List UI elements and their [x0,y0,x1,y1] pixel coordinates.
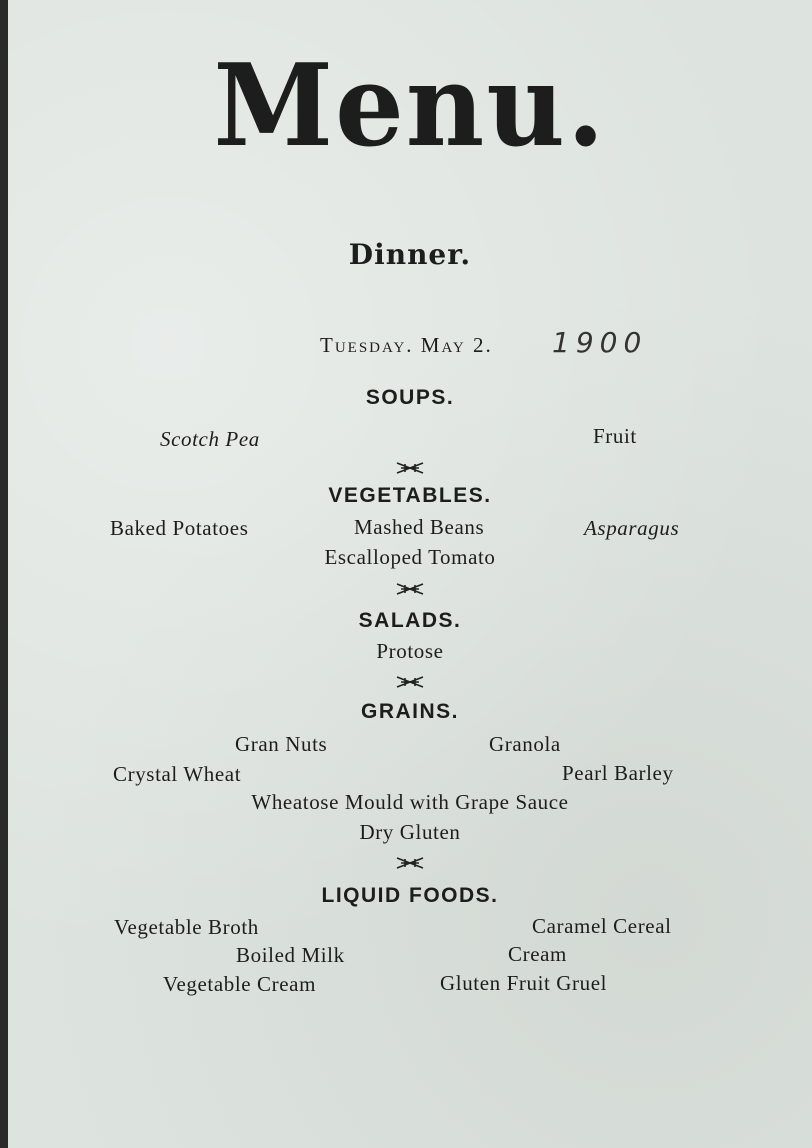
menu-card [8,0,812,1148]
menu-item: Scotch Pea [160,427,260,451]
menu-item: Mashed Beans [354,515,485,539]
menu-subtitle: Dinner. [348,238,472,271]
menu-item: Dry Gluten [359,820,461,844]
menu-item: Cream [508,942,567,966]
menu-item: Crystal Wheat [113,762,242,786]
menu-item: Fruit [593,424,637,448]
section-heading-grains: GRAINS. [360,700,459,723]
menu-item: Escalloped Tomato [324,545,496,569]
menu-item: Baked Potatoes [110,516,249,540]
menu-item: Pearl Barley [562,761,674,785]
ornament-divider-icon [8,581,812,602]
menu-item: Caramel Cereal [532,914,672,938]
menu-title: Menu. [213,39,607,173]
ornament-divider-icon [8,460,812,481]
menu-item: Protose [376,639,444,663]
menu-item: Wheatose Mould with Grape Sauce [251,790,569,814]
menu-item: Boiled Milk [236,943,345,967]
handwritten-year: 1900 [552,326,648,359]
menu-item: Vegetable Broth [114,915,259,939]
ornament-divider-icon [8,855,812,876]
printed-date: Tuesday. May 2. [320,333,493,357]
section-heading-liquid-foods: LIQUID FOODS. [321,884,499,907]
menu-item: Vegetable Cream [163,972,317,996]
menu-item: Asparagus [584,516,680,540]
menu-item: Gluten Fruit Gruel [440,971,608,995]
menu-item: Gran Nuts [235,732,328,756]
ornament-divider-icon [8,674,812,695]
section-heading-salads: SALADS. [358,609,462,632]
section-heading-soups: SOUPS. [365,386,455,409]
menu-item: Granola [489,732,561,756]
section-heading-vegetables: VEGETABLES. [328,484,492,507]
